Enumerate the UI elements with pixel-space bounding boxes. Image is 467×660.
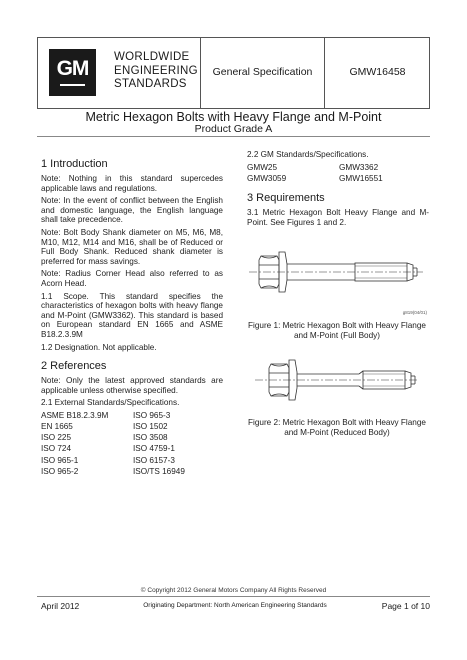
standard-item: GMW3362 bbox=[339, 162, 379, 172]
standard-item: GMW16551 bbox=[339, 173, 383, 183]
paragraph: 1.2 Designation. Not applicable. bbox=[41, 342, 157, 352]
bolt-full-body-drawing bbox=[247, 238, 427, 308]
org-name bbox=[114, 51, 198, 92]
external-standards-table bbox=[41, 411, 223, 477]
doc-title: Metric Hexagon Bolts with Heavy Flange and M-Point bbox=[85, 110, 382, 124]
figure-caption: Figure 1: Metric Hexagon Bolt with Heavy Flange and M-Point (Full Body) bbox=[248, 320, 426, 340]
doc-subtitle: Product Grade A bbox=[194, 123, 273, 135]
section-heading: 3 Requirements bbox=[247, 192, 325, 205]
gm-standards-table bbox=[247, 163, 429, 184]
footer-department: Originating Department: North American Engineering Standards bbox=[143, 602, 327, 609]
paragraph: Note: Bolt Body Shank diameter on M5, M6, M8, M10, M12, M14 and M16, shall be of Reduced or Full Body Shank. Reduced shank diameter is preferred for mass savings. bbox=[41, 227, 223, 266]
standard-item: ISO/TS 16949 bbox=[133, 466, 185, 476]
org-line: WORLDWIDE bbox=[114, 51, 190, 63]
gm-logo bbox=[49, 49, 96, 96]
copyright: © Copyright 2012 General Motors Company All Rights Reserved bbox=[140, 587, 327, 594]
standard-item: ISO 965-2 bbox=[41, 466, 79, 476]
standard-item: ISO 4759-1 bbox=[133, 444, 175, 454]
standard-item: GMW25 bbox=[247, 162, 278, 172]
figure-2 bbox=[247, 350, 427, 437]
standard-item: ISO 965-1 bbox=[41, 455, 79, 465]
standard-item: ISO 965-3 bbox=[133, 410, 171, 420]
standard-item: ASME B18.2.3.9M bbox=[41, 410, 109, 420]
left-column bbox=[41, 158, 223, 478]
section-heading: 1 Introduction bbox=[41, 158, 108, 170]
doc-type: General Specification bbox=[212, 66, 313, 78]
paragraph: 3.1 Metric Hexagon Bolt Heavy Flange and M-Point. See Figures 1 and 2. bbox=[247, 208, 429, 227]
figure-1 bbox=[247, 238, 427, 341]
org-line: STANDARDS bbox=[114, 78, 187, 90]
standard-item: ISO 1502 bbox=[133, 422, 168, 432]
figure-reference: g819(04/01) bbox=[402, 310, 427, 316]
standard-item: ISO 6157-3 bbox=[133, 455, 175, 465]
paragraph: 1.1 Scope. This standard specifies the characteristics of hexagon bolts with heavy flange and M-Point (GMW3362). This standard is based on European standard EN 1665 and ASME B18.2.3.9M bbox=[41, 291, 223, 339]
bolt-reduced-body-drawing bbox=[247, 350, 427, 412]
org-line: ENGINEERING bbox=[114, 64, 198, 77]
subsection-heading: 2.1 External Standards/Specifications. bbox=[41, 398, 180, 408]
standard-item: GMW3059 bbox=[247, 173, 287, 183]
paragraph: Note: In the event of conflict between the English and domestic language, the English language shall take precedence. bbox=[41, 196, 223, 225]
doc-number: GMW16458 bbox=[349, 66, 406, 78]
page-number: Page 1 of 10 bbox=[381, 601, 430, 611]
paragraph: Note: Radius Corner Head also referred to as Acorn Head. bbox=[41, 269, 223, 288]
paragraph: Note: Nothing in this standard supercedes applicable laws and regulations. bbox=[41, 174, 223, 193]
subsection-heading: 2.2 GM Standards/Specifications. bbox=[247, 150, 369, 159]
section-heading: 2 References bbox=[41, 360, 107, 373]
paragraph: Note: Only the latest approved standards are applicable unless otherwise specified. bbox=[41, 376, 223, 395]
figure-caption: Figure 2: Metric Hexagon Bolt with Heavy Flange and M-Point (Reduced Body) bbox=[248, 417, 426, 437]
standard-item: ISO 3508 bbox=[133, 433, 168, 443]
logo-underline bbox=[60, 84, 85, 86]
footer-rule bbox=[37, 596, 430, 597]
standard-item: ISO 225 bbox=[41, 433, 72, 443]
footer-date: April 2012 bbox=[41, 601, 80, 611]
right-column bbox=[247, 150, 429, 438]
standard-item: EN 1665 bbox=[41, 422, 73, 432]
title-rule bbox=[37, 136, 430, 137]
logo-text: GM bbox=[56, 57, 89, 80]
standard-item: ISO 724 bbox=[41, 444, 72, 454]
